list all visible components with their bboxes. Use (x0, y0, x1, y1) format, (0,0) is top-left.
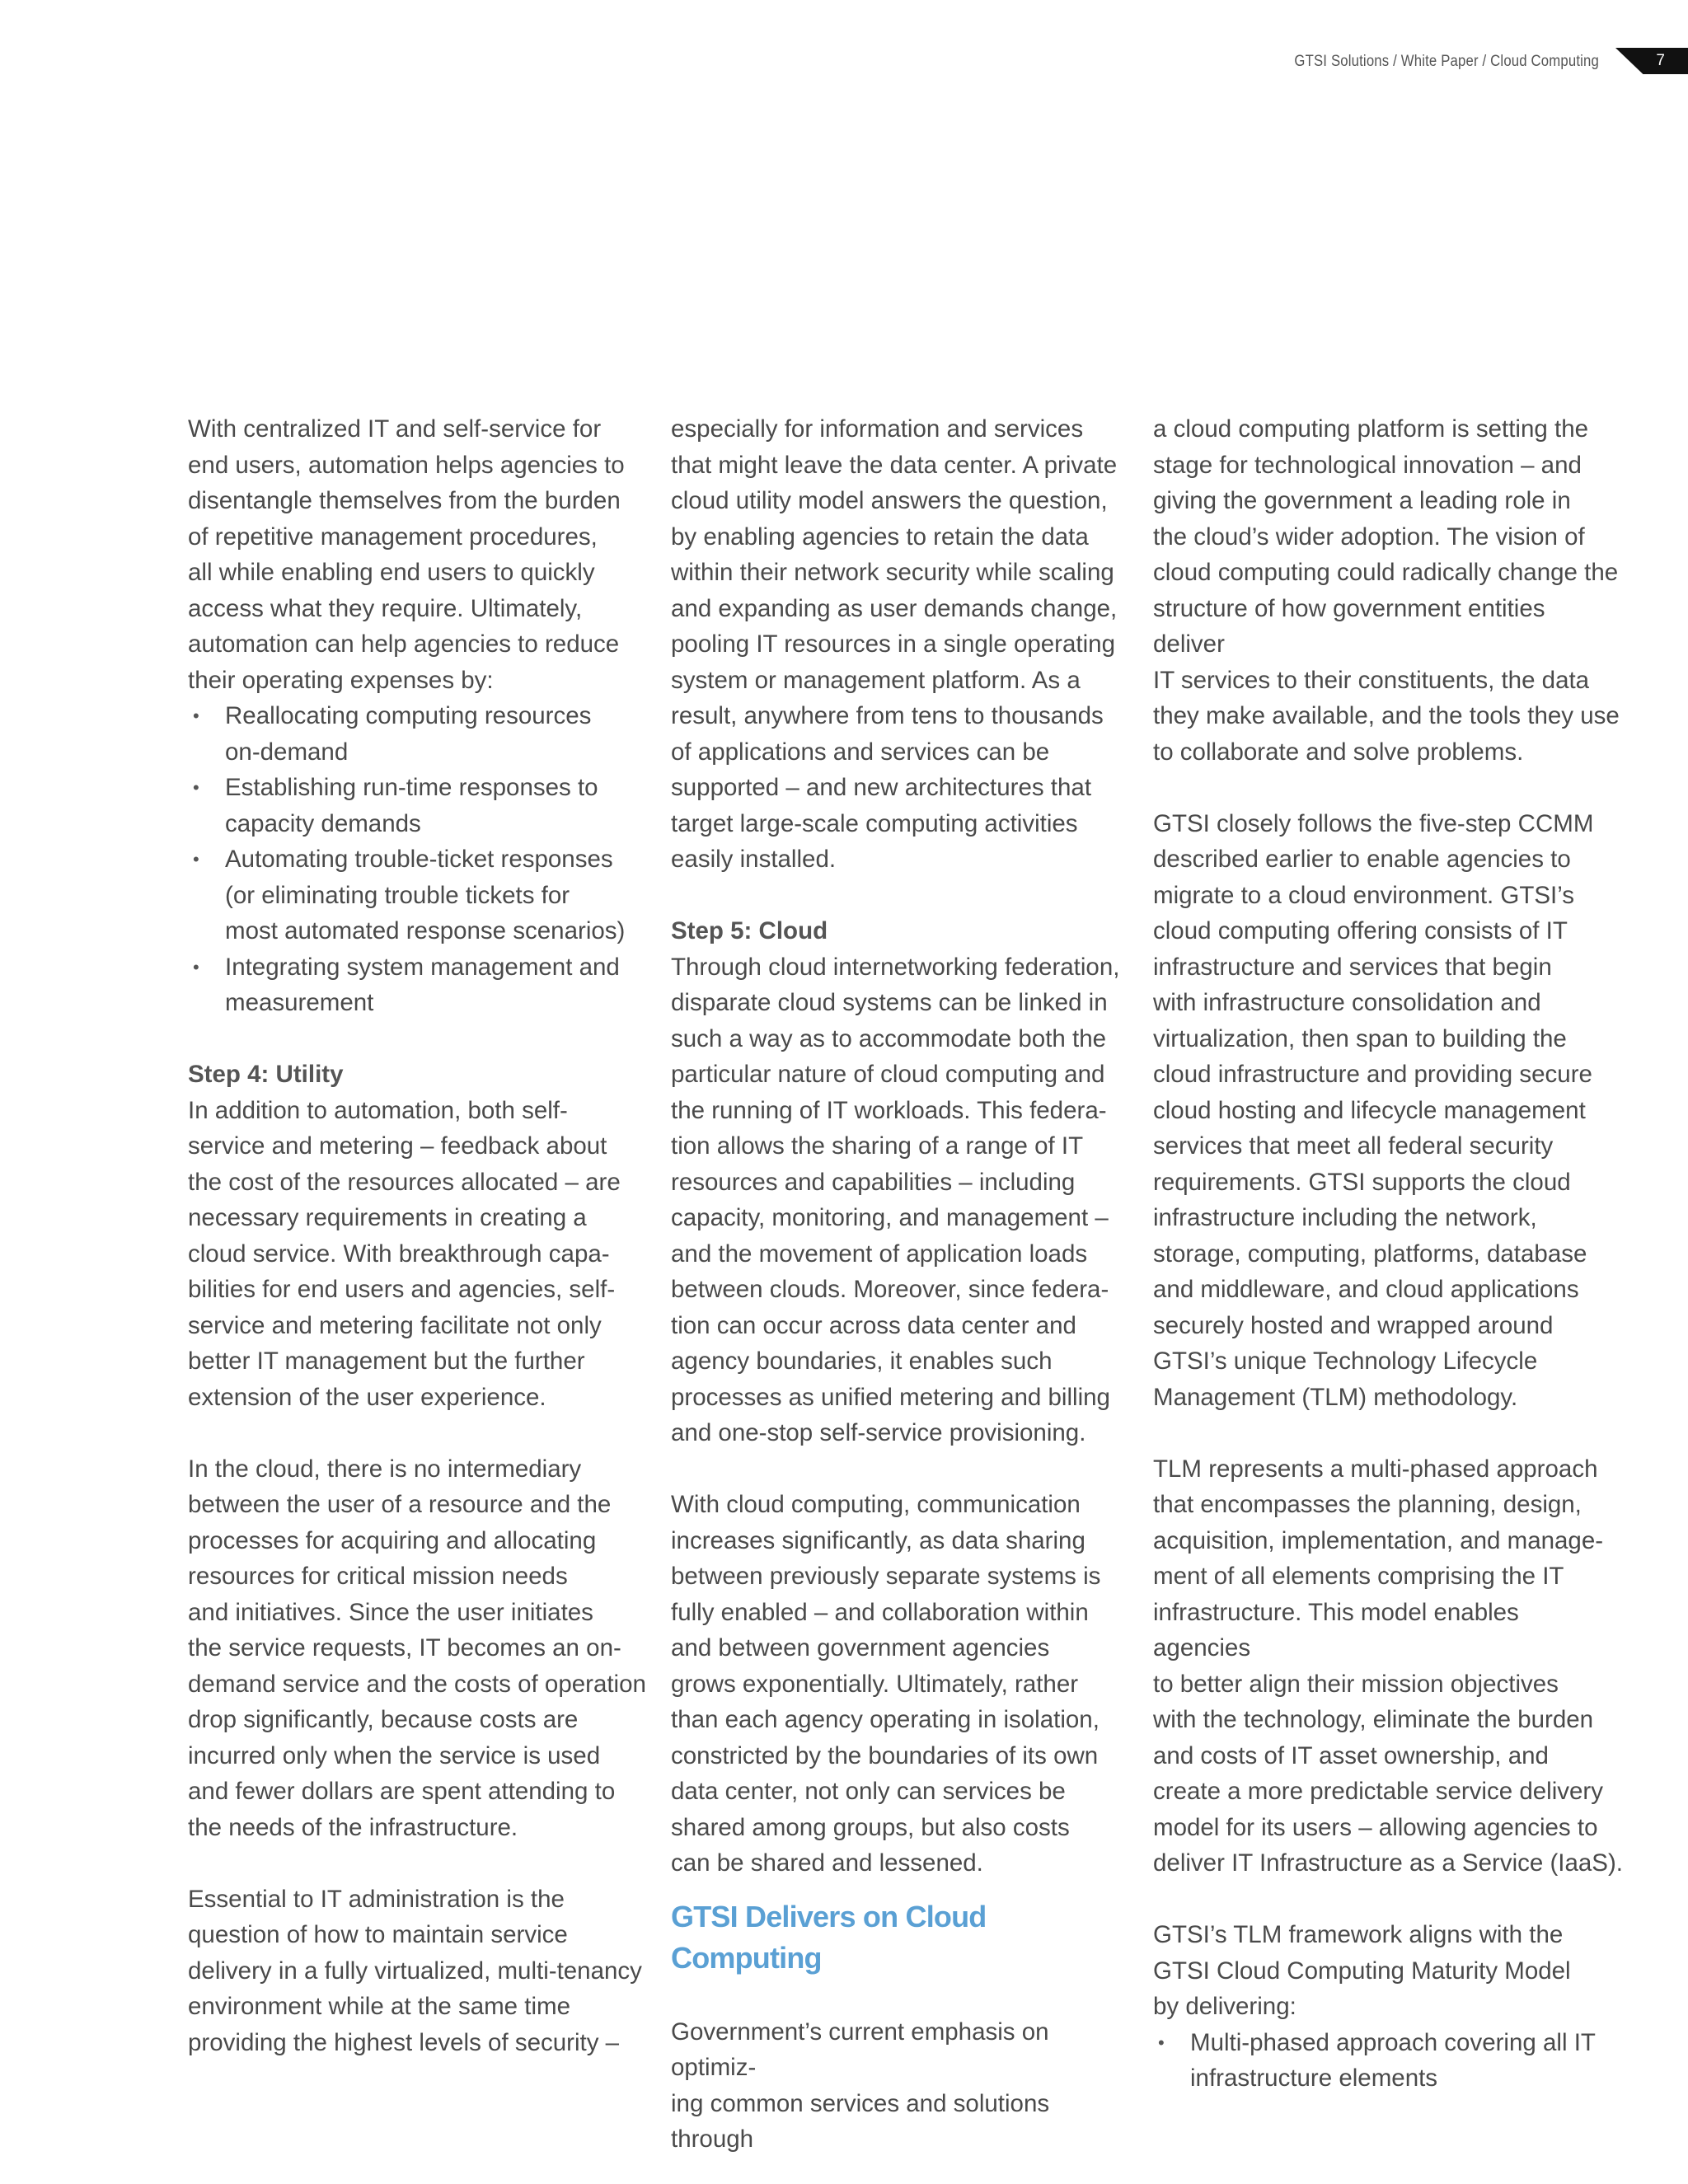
bullet-icon: • (1158, 2032, 1165, 2053)
step-5-heading: Step 5: Cloud (671, 917, 828, 944)
list-item (1153, 2025, 1623, 2097)
list-item-text: Establishing run-time responses to capacity demands (225, 774, 598, 837)
list-item-text: Reallocating computing resources on-demand (225, 702, 592, 766)
paragraph-step-4: In addition to automation, both self- service and metering – feedback about the cost of the resources allocated – are necessary requirements in creating a cloud service. With breakthrough capa- bilities for end users and agencies, self- service and metering facilitate not only better IT management but the further extension of the user experience. (188, 1096, 621, 1411)
step-4-heading: Step 4: Utility (188, 1061, 344, 1088)
page-number: 7 (1656, 52, 1665, 69)
section-heading-gtsi-delivers: GTSI Delivers on Cloud Computing (671, 1899, 987, 1975)
bullet-icon: • (193, 956, 199, 977)
column-1 (188, 411, 649, 2060)
paragraph-ccmm: GTSI closely follows the five-step CCMM described earlier to enable agencies to migrate to a cloud environment. GTSI’s cloud computing offering consists of IT infrastructure and services that begin with infrastructure consolidation and virtualization, then span to building the cloud infrastructure and providing secure cloud hosting and lifecycle management services that meet all federal security requirements. GTSI supports the cloud infrastructure including the network, storage, computing, platforms, database and middleware, and cloud applications securely hosted and wrapped around GTSI’s unique Technology Lifecycle Management (TLM) methodology. (1153, 809, 1594, 1411)
running-header: GTSI Solutions / White Paper / Cloud Computing (1294, 53, 1599, 70)
bullet-icon: • (193, 777, 199, 798)
paragraph-tlm: TLM represents a multi-phased approach that encompasses the planning, design, acquisition, implementation, and manage- ment of all elements comprising the IT infrastructure. This model enables agencies to better align their mission objectives with the technology, eliminate the burden and costs of IT asset ownership, and create a more predictable service delivery model for its users – allowing agencies to deliver IT Infrastructure as a Service (IaaS). (1153, 1455, 1624, 1877)
framework-bullet-list (1153, 2025, 1623, 2097)
list-item (188, 841, 649, 949)
paragraph-automation-intro: With centralized IT and self-service for end users, automation helps agencies to disentangle themselves from the burden of repetitive management procedures, all while enabling end users to quickly access what they require. Ultimately, automation can help agencies to reduce their operating expenses by: (188, 415, 625, 694)
paragraph-platform-continued: a cloud computing platform is setting the stage for technological innovation – and giving the government a leading role in the cloud’s wider adoption. The vision of cloud computing could radically change the structure of how government entities deliver IT services to their constituents, the data they make available, and the tools they use to collaborate and solve problems. (1153, 415, 1620, 766)
list-item-text: Multi-phased approach covering all IT infrastructure elements (1190, 2028, 1596, 2092)
column-2 (671, 411, 1132, 2158)
paragraph-government-emphasis: Government’s current emphasis on optimiz- ing common services and solutions through (671, 2018, 1050, 2153)
paragraph-security-continued: especially for information and services that might leave the data center. A private cloud utility model answers the question, by enabling agencies to retain the data within their network security while scaling and expanding as user demands change, pooling IT resources in a single operating system or management platform. As a result, anywhere from tens to thousands of applications and services can be supported – and new architectures that target large-scale computing activities easily installed. (671, 415, 1118, 873)
list-item (188, 770, 649, 841)
paragraph-in-the-cloud: In the cloud, there is no intermediary between the user of a resource and the processes for acquiring and allocating resources for critical mission needs and initiatives. Since the user initiates the service requests, IT becomes an on- demand service and the costs of operation drop significantly, because costs are incurred only when the service is used and fewer dollars are spent attending to the needs of the infrastructure. (188, 1455, 646, 1841)
paragraph-tlm-framework: GTSI’s TLM framework aligns with the GTSI Cloud Computing Maturity Model by delivering: (1153, 1921, 1571, 2020)
paragraph-essential: Essential to IT administration is the question of how to maintain service delivery in a fully virtualized, multi-tenancy environment while at the same time providing the highest levels of security – (188, 1885, 642, 2056)
list-item-text: Integrating system management and measurement (225, 953, 620, 1016)
list-item (188, 698, 649, 770)
paragraph-step-5: Through cloud internetworking federation, disparate cloud systems can be linked in such a way as to accommodate both the particular nature of cloud computing and the running of IT workloads. This federa- tion allows the sharing of a range of IT resources and capabilities – including capacity, monitoring, and management – and the movement of application loads between clouds. Moreover, since federa- tion can occur across data center and agency boundaries, it enables such processes as unified metering and billing and one-stop self-service provisioning. (671, 953, 1120, 1446)
column-3 (1153, 411, 1623, 2132)
list-item-text: Automating trouble-ticket responses (or eliminating trouble tickets for most automated response scenarios) (225, 846, 626, 944)
page-number-tab (1615, 48, 1688, 74)
bullet-icon: • (193, 705, 199, 726)
paragraph-communication: With cloud computing, communication increases significantly, as data sharing between previously separate systems is fully enabled – and collaboration within and between government agencies grows exponentially. Ultimately, rather than each agency operating in isolation, constricted by the boundaries of its own data center, not only can services be shared among groups, but also costs can be shared and lessened. (671, 1491, 1101, 1877)
automation-bullet-list (188, 698, 649, 1021)
bullet-icon: • (193, 849, 199, 869)
list-item (188, 949, 649, 1021)
